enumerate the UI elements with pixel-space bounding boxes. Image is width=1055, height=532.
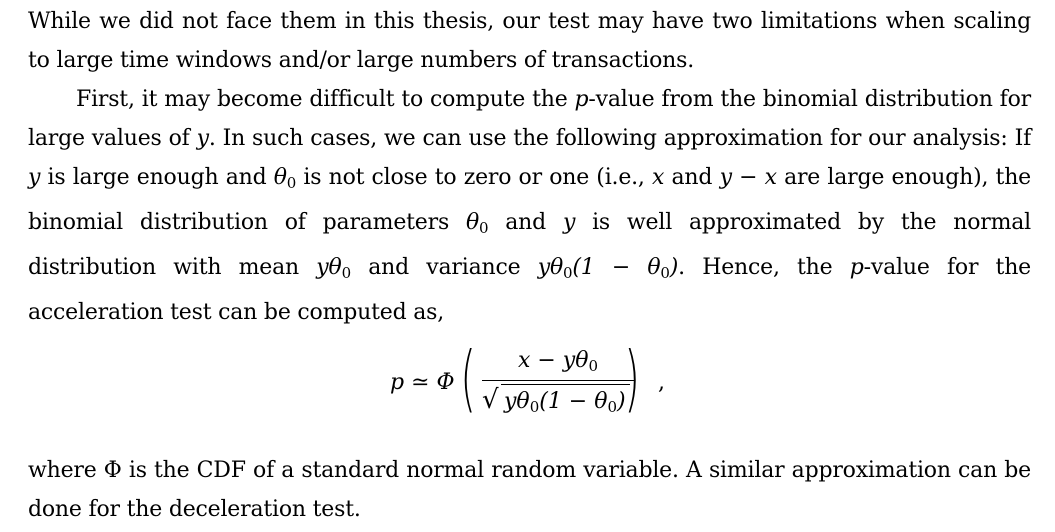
math-y: y (562, 210, 576, 235)
denominator-body (504, 387, 626, 422)
math-p: p (849, 255, 864, 280)
math-x: x (652, 165, 665, 190)
equation-lhs: p ≃ Φ (390, 370, 455, 395)
math-theta: θ (273, 165, 287, 190)
numerator-text: x − yθ (517, 348, 589, 373)
math-p: p (574, 87, 589, 112)
math-subscript: 0 (588, 357, 599, 375)
math-subscript: 0 (563, 264, 573, 282)
sqrt-vinculum (501, 384, 630, 385)
math-variance: (1 − θ (572, 255, 661, 280)
math-mean: yθ (316, 255, 342, 280)
math-variance: yθ (537, 255, 563, 280)
left-paren: ( (460, 336, 476, 420)
math-subscript: 0 (286, 174, 297, 192)
paragraph-cdf: where Φ is the CDF of a standard normal random variable. A similar approximation can be done for the deceleration test. (28, 458, 1031, 522)
math-subscript: 0 (341, 264, 351, 282)
text-run: is not close to zero or one (i.e., (296, 165, 653, 190)
math-subscript: 0 (607, 398, 618, 416)
fraction (482, 346, 634, 417)
text-run: are large enough), the binomial distribution of parameters (28, 165, 1031, 235)
math-theta: θ (465, 210, 479, 235)
paragraph-limitations: While we did not face them in this thesis, our test may have two limitations when scaling to large time windows and/or large numbers of transactions. (28, 9, 1031, 73)
math-subscript: 0 (479, 219, 489, 237)
text-run: and (664, 165, 720, 190)
text-run: and variance (350, 255, 538, 280)
text-run: is well approximated by the normal distribution with mean (28, 210, 1031, 280)
math-subscript: 0 (660, 264, 670, 282)
text-run: -value for the acceleration test can be computed as, (28, 255, 1031, 325)
text-run: -value from the binomial distribution for large values of (28, 87, 1031, 151)
sqrt-symbol: √ (482, 385, 499, 415)
display-equation (390, 336, 710, 430)
right-paren: ) (624, 336, 640, 420)
equation-comma: , (658, 370, 665, 395)
text-run: and (488, 210, 563, 235)
math-y: y (196, 126, 209, 151)
fraction-denominator (482, 383, 634, 417)
denominator-text: ) (617, 389, 626, 414)
text-run: First, it may become difficult to compute the (76, 87, 575, 112)
math-y-minus-x: y − x (719, 165, 777, 190)
text-run: . In such cases, we can use the following approximation for our analysis: If (208, 126, 1032, 151)
text-run: . Hence, the (678, 255, 850, 280)
fraction-bar (482, 380, 634, 381)
fraction-numerator (482, 346, 634, 376)
math-subscript: 0 (529, 398, 540, 416)
denominator-text: (1 − θ (539, 389, 608, 414)
paragraph-approximation (28, 80, 1031, 332)
denominator-text: yθ (504, 389, 530, 414)
text-run: is large enough and (40, 165, 274, 190)
math-y: y (28, 165, 41, 190)
math-variance: ) (669, 255, 679, 280)
